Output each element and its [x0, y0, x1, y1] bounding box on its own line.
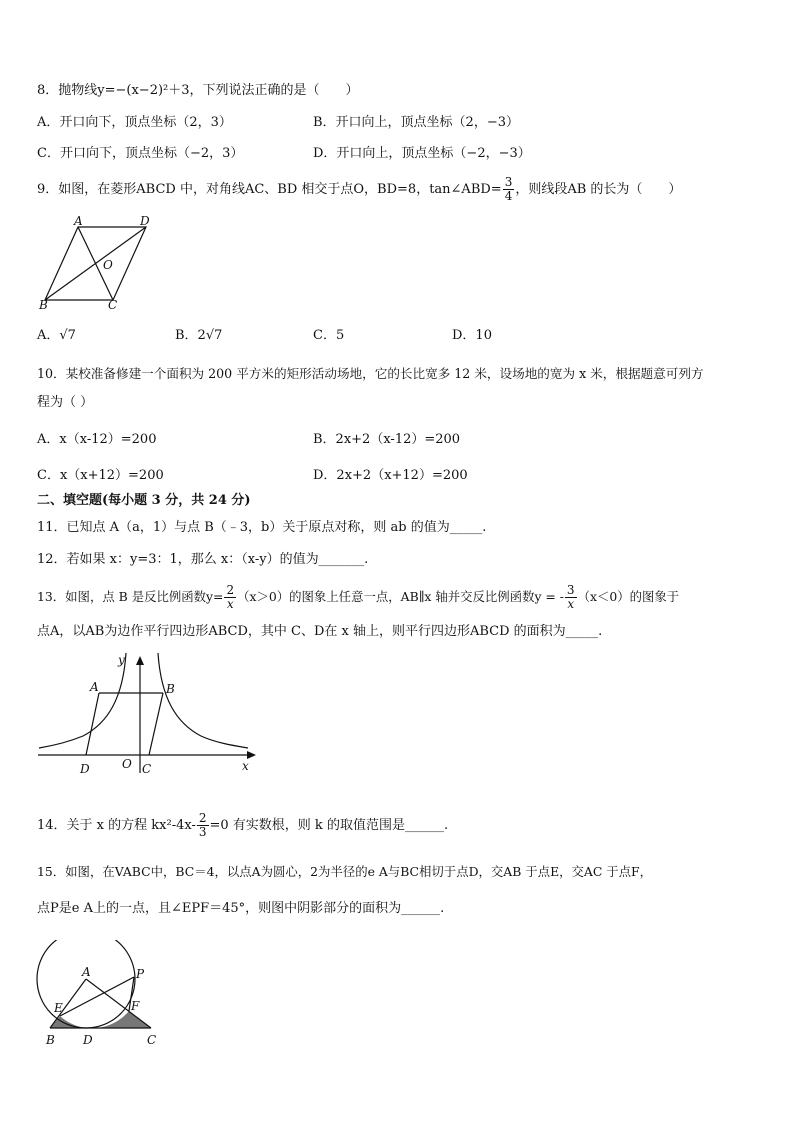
q13-label-a: A [90, 680, 99, 694]
q13-stem1-mid: （x＞0）的图象上任意一点，AB∥x 轴并交反比例函数y = - [237, 589, 564, 604]
q13-frac1-num: 2 [226, 583, 235, 597]
q13-hyperbola-figure [36, 648, 266, 778]
q10-stem-line1: 10．某校准备修建一个面积为 200 平方米的矩形活动场地，它的长比宽多 12 米，设场地的宽为 x 米，根据题意可列方 [37, 366, 704, 381]
q15-label-e: E [54, 1001, 63, 1015]
q8-stem: 8．抛物线y=−(x−2)²＋3，下列说法正确的是（ ） [37, 83, 359, 98]
q13-stem-line1 [37, 579, 679, 615]
q13-stem1-pre: 13．如图，点 B 是反比例函数y= [37, 589, 224, 604]
q9-stem-pre: 9．如图，在菱形ABCD 中，对角线AC、BD 相交于点O，BD=8，tan∠ABD= [37, 182, 502, 197]
q9-option-a: A．√7 [37, 328, 76, 343]
q9-option-c: C．5 [313, 328, 345, 343]
section-2-heading: 二、填空题(每小题 3 分，共 24 分) [37, 493, 251, 508]
q9-label-a: A [74, 214, 83, 228]
q13-frac2-den: x [567, 597, 575, 611]
q11-stem: 11．已知点 A（a，1）与点 B（﹣3，b）关于原点对称，则 ab 的值为_____. [37, 520, 487, 535]
q13-label-b: B [166, 682, 175, 696]
q15-stem-line1: 15．如图，在VABC中，BC＝4，以点A为圆心，2为半径的e A与BC相切于点D，交AB 于点E，交AC 于点F， [37, 864, 653, 879]
q13-stem-line2: 点A，以AB为边作平行四边形ABCD，其中 C、D在 x 轴上，则平行四边形ABCD 的面积为_____. [37, 624, 603, 639]
q9-option-d: D．10 [452, 328, 492, 343]
q12-stem: 12．若如果 x：y=3：1，那么 x：（x-y）的值为_______. [37, 552, 369, 567]
q13-label-y: y [118, 653, 125, 667]
q10-option-c: C．x（x+12）=200 [37, 468, 164, 483]
q9-label-c: C [108, 298, 118, 312]
q8-option-c: C．开口向下，顶点坐标（−2，3） [37, 146, 244, 161]
q9-label-b: B [39, 298, 48, 312]
q9-frac-den: 4 [504, 189, 513, 203]
q9-frac-num: 3 [504, 175, 513, 189]
q9-label-o: O [103, 258, 113, 272]
q10-option-a: A．x（x-12）=200 [37, 432, 157, 447]
q13-label-x: x [242, 759, 249, 773]
q9-stem-post: ，则线段AB 的长为（ ） [515, 182, 682, 197]
q14-stem [37, 808, 448, 844]
q13-stem1-post: （x＜0）的图象于 [577, 589, 680, 604]
q9-stem [37, 172, 681, 208]
q10-option-d: D．2x+2（x+12）=200 [313, 468, 468, 483]
q10-option-b: B．2x+2（x-12）=200 [313, 432, 461, 447]
q13-fraction-2 [565, 584, 577, 611]
q10-stem-line2: 程为（ ） [37, 395, 94, 410]
q9-fraction [503, 176, 515, 203]
q15-label-p: P [136, 967, 145, 981]
q15-label-d: D [83, 1033, 93, 1047]
q15-label-a: A [82, 965, 91, 979]
q15-circle-figure [36, 940, 166, 1050]
q13-frac2-num: 3 [566, 583, 575, 597]
q9-rhombus-figure [36, 212, 156, 312]
q15-label-b: B [46, 1033, 55, 1047]
q8-option-b: B．开口向上，顶点坐标（2，−3） [313, 115, 519, 130]
q13-fraction-1 [224, 584, 236, 611]
q9-label-d: D [140, 214, 150, 228]
q14-frac-num: 2 [198, 811, 207, 825]
q14-stem-pre: 14．关于 x 的方程 kx²-4x- [37, 818, 196, 833]
q14-stem-post: =0 有实数根，则 k 的取值范围是______. [209, 818, 449, 833]
q14-frac-den: 3 [198, 825, 207, 839]
q13-label-c: C [142, 762, 152, 776]
q13-label-d: D [80, 762, 90, 776]
q8-option-d: D．开口向上，顶点坐标（−2，−3） [313, 146, 531, 161]
q13-frac1-den: x [226, 597, 234, 611]
q9-option-b: B．2√7 [175, 328, 223, 343]
q15-label-c: C [147, 1033, 157, 1047]
q14-fraction [197, 812, 209, 839]
q15-label-f: F [131, 999, 140, 1013]
q13-label-o: O [122, 757, 132, 771]
q8-option-a: A．开口向下，顶点坐标（2，3） [37, 115, 232, 130]
q15-stem-line2: 点P是e A上的一点，且∠EPF＝45°，则图中阴影部分的面积为______. [37, 901, 445, 916]
